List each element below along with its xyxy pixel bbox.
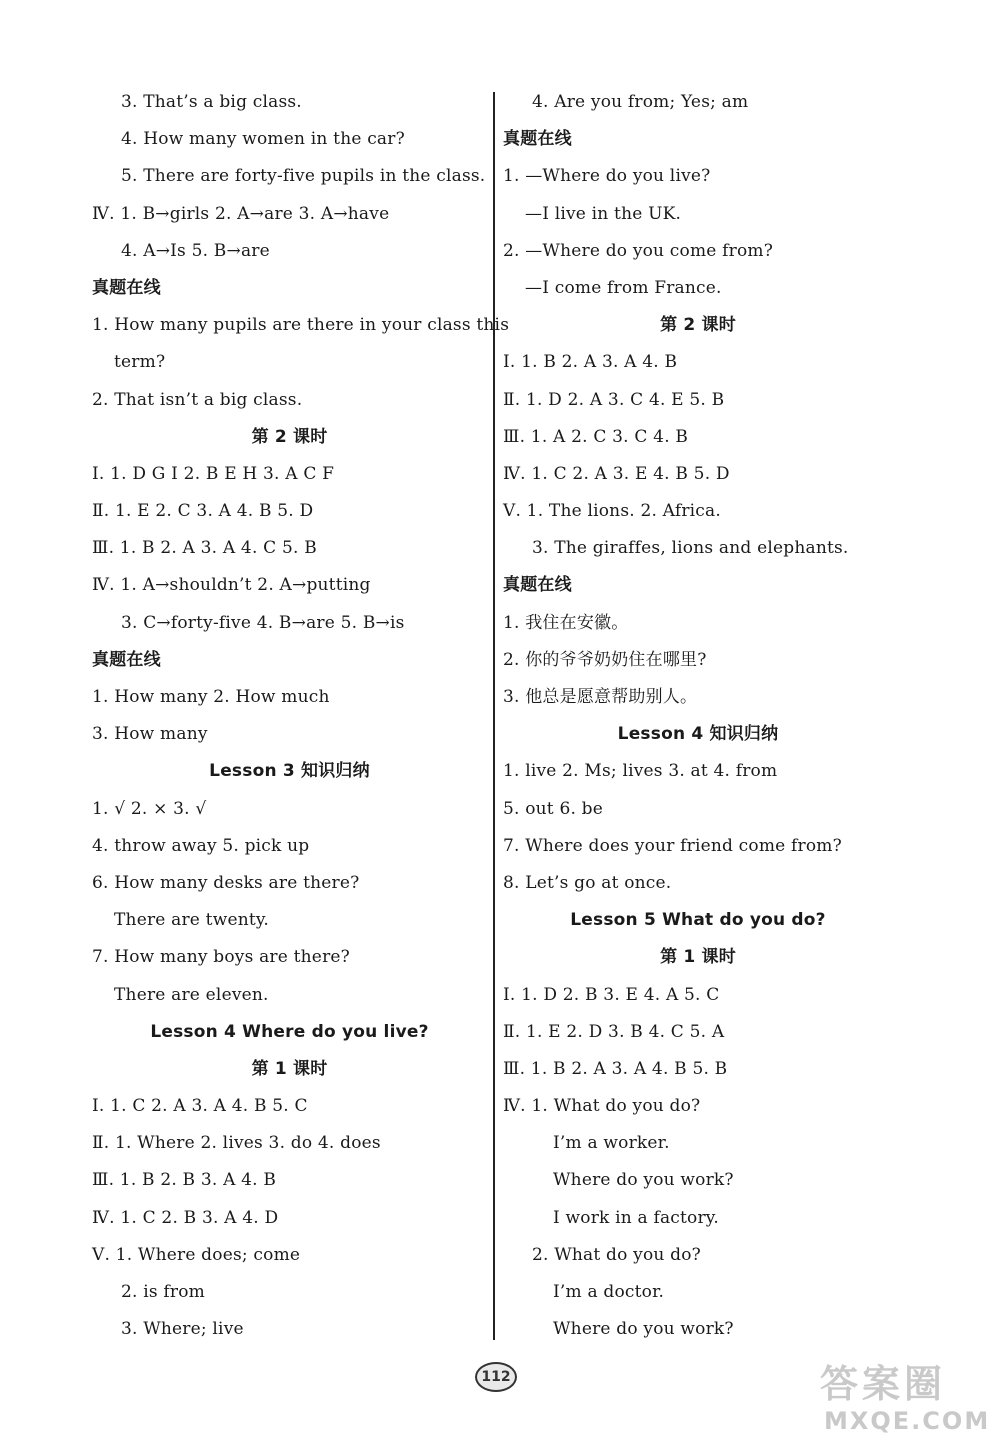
answer-line: 4. A→Is 5. B→are [121,240,270,261]
answer-line: 3. C→forty-five 4. B→are 5. B→is [121,612,405,633]
answer-line: I’m a doctor. [553,1282,665,1302]
section-heading: 真题在线 [503,575,572,596]
answer-line: 5. There are forty-five pupils in the class. [121,166,486,187]
answer-line: Ⅲ. 1. B 2. B 3. A 4. B [92,1170,277,1191]
answer-line: 3. That’s a big class. [121,92,302,112]
answer-line: Where do you work? [553,1170,734,1191]
section-heading: 第 2 课时 [251,426,328,447]
answer-line: 4. How many women in the car? [121,129,405,150]
watermark-text-cn: 答案圈 [820,1362,947,1406]
answer-line: Ⅲ. 1. B 2. A 3. A 4. B 5. B [503,1058,728,1079]
answer-line: 6. How many desks are there? [92,872,360,893]
answer-line: Ⅰ. 1. C 2. A 3. A 4. B 5. C [92,1096,308,1117]
section-heading: Lesson 4 Where do you live? [150,1021,429,1042]
section-heading: 真题在线 [92,277,161,298]
answer-line: 4. Are you from; Yes; am [532,92,749,112]
answer-line: Ⅳ. 1. C 2. A 3. E 4. B 5. D [503,463,730,484]
answer-line: 1. √ 2. × 3. √ [92,798,207,819]
answer-line: 2. 你的爷爷奶奶住在哪里? [503,649,707,670]
answer-line: Ⅱ. 1. D 2. A 3. C 4. E 5. B [503,389,725,410]
answer-line: There are eleven. [114,984,269,1005]
section-heading: 第 1 课时 [251,1058,328,1079]
answer-line: 1. 我住在安徽。 [503,612,629,633]
answer-line: term? [114,352,166,373]
watermark-logo [800,1362,1000,1442]
answer-line: Ⅴ. 1. Where does; come [92,1244,301,1265]
section-heading: 真题在线 [503,129,572,150]
answer-line: Where do you work? [553,1319,734,1340]
answer-line: Ⅳ. 1. What do you do? [503,1096,701,1117]
section-heading: Lesson 4 知识归纳 [617,724,779,745]
answer-line: Ⅰ. 1. D 2. B 3. E 4. A 5. C [503,984,720,1005]
answer-line: Ⅲ. 1. A 2. C 3. C 4. B [503,426,689,447]
answer-line: 2. What do you do? [532,1244,701,1265]
answer-line: 2. That isn’t a big class. [92,389,303,410]
page-number: 112 [475,1362,517,1392]
answer-line: 8. Let’s go at once. [503,872,672,893]
answer-line: Ⅰ. 1. D G I 2. B E H 3. A C F [92,463,335,484]
section-heading: 真题在线 [92,649,161,670]
answer-line: 7. How many boys are there? [92,947,350,968]
watermark-text-en: MXQE.COM [824,1407,991,1435]
right-column [503,84,893,1348]
left-column [92,84,510,1348]
section-heading: 第 1 课时 [660,947,736,968]
answer-line: Ⅱ. 1. E 2. D 3. B 4. C 5. A [503,1021,725,1042]
answer-line: Ⅰ. 1. B 2. A 3. A 4. B [503,352,678,373]
answer-line: 3. The giraffes, lions and elephants. [532,538,849,559]
answer-line: Ⅳ. 1. C 2. B 3. A 4. D [92,1207,279,1228]
section-heading: 第 2 课时 [660,315,736,336]
answer-line: 4. throw away 5. pick up [92,835,310,856]
answer-line: Ⅳ. 1. A→shouldn’t 2. A→putting [92,575,371,596]
answer-line: 1. How many pupils are there in your class this [92,315,510,336]
answer-line: 1. —Where do you live? [503,166,711,187]
answer-line: I’m a worker. [553,1133,670,1154]
answer-line: There are twenty. [114,910,270,931]
answer-line: 2. is from [121,1282,205,1302]
answer-line: Ⅱ. 1. Where 2. lives 3. do 4. does [92,1133,381,1154]
answer-line: 3. 他总是愿意帮助别人。 [503,687,698,707]
answer-line: 1. live 2. Ms; lives 3. at 4. from [503,761,778,782]
answer-line: 1. How many 2. How much [92,687,330,707]
answer-line: Ⅳ. 1. B→girls 2. A→are 3. A→have [92,203,390,224]
answer-line: 3. Where; live [121,1319,244,1340]
answer-line: 5. out 6. be [503,798,604,819]
answer-line: I work in a factory. [553,1207,719,1228]
section-heading: Lesson 5 What do you do? [570,910,826,931]
section-heading: Lesson 3 知识归纳 [209,761,370,782]
answer-line: 7. Where does your friend come from? [503,835,842,856]
column-divider [493,92,495,1340]
answer-line: —I live in the UK. [525,203,682,224]
answer-line: Ⅱ. 1. E 2. C 3. A 4. B 5. D [92,501,314,522]
answer-line: —I come from France. [525,277,722,298]
answer-line: 3. How many [92,724,208,745]
answer-line: Ⅲ. 1. B 2. A 3. A 4. C 5. B [92,538,317,559]
answer-line: 2. —Where do you come from? [503,240,774,261]
answer-line: Ⅴ. 1. The lions. 2. Africa. [503,501,721,522]
